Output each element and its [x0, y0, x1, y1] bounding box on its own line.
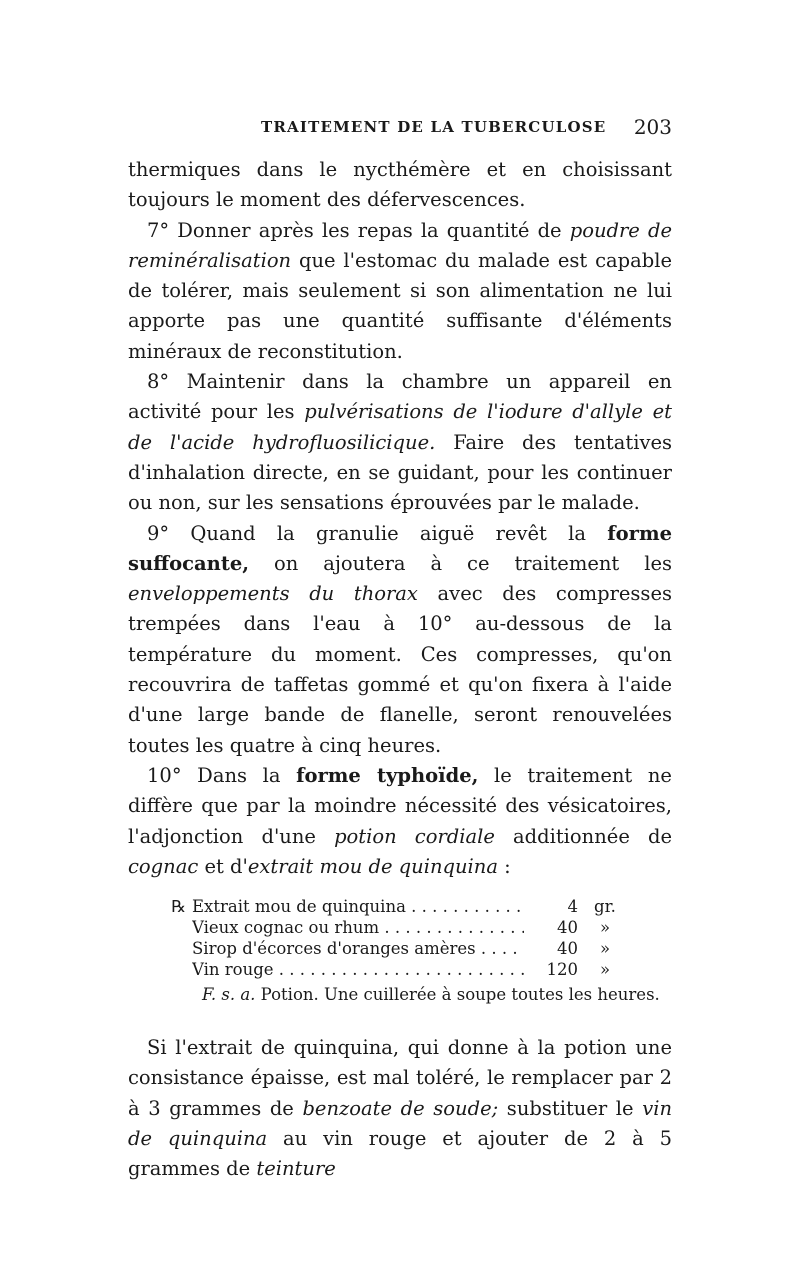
paragraph-text: Si l'extrait de quinquina, qui donne à la potion une consistance épaisse, est mal toléré, le remplacer par 2 à 3 grammes de [128, 1036, 672, 1120]
paragraph-text: additionnée de [494, 824, 672, 848]
ingredient-unit: » [599, 918, 611, 938]
italic-term: cognac [128, 854, 199, 878]
ingredient-name: Sirop d'écorces d'oranges amères . . . [192, 938, 524, 959]
ingredient-quantity: 40 [557, 939, 578, 959]
paragraph-item-9 [128, 519, 672, 761]
ingredient-quantity: 40 [557, 918, 578, 938]
paragraph-text: thermiques dans le nycthémère et en choisissant toujours le moment des défervescences. [128, 158, 672, 212]
paragraph-text: : [497, 854, 511, 878]
italic-term: enveloppements du thorax [128, 582, 418, 606]
page-body [128, 155, 672, 1185]
prescription-row [128, 938, 672, 959]
ingredient-quantity: 120 [546, 960, 578, 980]
paragraph-item-8 [128, 367, 672, 518]
prescription-row [128, 896, 672, 917]
italic-term: vin de quinquina [128, 1096, 673, 1151]
paragraph-text: 10° Dans la [147, 763, 297, 787]
ingredient-quantity: 4 [567, 897, 578, 917]
prescription-block [128, 896, 672, 1005]
running-header [128, 115, 672, 148]
paragraph-text: le traitement ne diffère que par la moindre nécessité des vésicatoires, l'adjonction d'une [128, 763, 672, 848]
prescription-row [128, 959, 672, 980]
page-number: 203 [633, 115, 672, 139]
italic-term: extrait mou de quinquina [247, 854, 498, 878]
italic-term: benzoate de soude; [302, 1096, 499, 1120]
italic-term: pulvérisations de l'iodure d'allyle et de l'acide hydrofluosilicique. [128, 400, 673, 454]
prescription-row [128, 917, 672, 938]
ingredient-name: Vieux cognac ou rhum . . . [192, 917, 524, 938]
ingredient-name: Extrait mou de quinquina . . . [192, 896, 524, 917]
italic-term: potion cordiale [334, 824, 495, 848]
prescription-note-text: Potion. Une cuillerée à soupe toutes les heures. [255, 985, 660, 1005]
prescription-abbreviation: F. s. a. [202, 985, 256, 1005]
italic-term: teinture [256, 1157, 336, 1181]
paragraph-text: on ajoutera à ce traitement les [249, 551, 672, 575]
italic-term: poudre de reminéralisation [128, 218, 672, 272]
bold-term: forme suffocante, [128, 521, 672, 575]
paragraph-text: substituer le [498, 1096, 643, 1120]
ingredient-unit: gr. [594, 897, 616, 917]
paragraph-text: 7° Donner après les repas la quantité de [147, 218, 570, 242]
paragraph-text: au vin rouge et ajouter de 2 à 5 grammes de [128, 1127, 672, 1181]
prescription-instructions [128, 984, 672, 1005]
recipe-symbol: ℞ [171, 897, 186, 917]
paragraph-text: avec des compresses trempées dans l'eau à 10° au-dessous de la température du moment. Ces compresses, qu'on recouvrira de taffetas gommé et qu'on fixera à l'aide d'une large bande de flanelle, seront renouvelées toutes les quatre à cinq heures. [128, 582, 672, 757]
ingredient-unit: » [599, 939, 611, 959]
bold-term: forme typhoïde, [296, 763, 479, 787]
paragraph-item-7 [128, 216, 672, 367]
ingredient-name: Vin rouge . . . [192, 959, 524, 980]
ingredient-unit: » [599, 960, 611, 980]
paragraph-continuation [128, 155, 672, 216]
paragraph-text: 8° Maintenir dans la chambre un appareil en activité pour les [128, 370, 672, 424]
paragraph-text: 9° Quand la granulie aiguë revêt la [147, 521, 608, 545]
paragraph-final [128, 1033, 672, 1184]
paragraph-text: et d' [198, 854, 248, 878]
running-title: TRAITEMENT DE LA TUBERCULOSE [261, 118, 607, 136]
paragraph-text: que l'estomac du malade est capable de tolérer, mais seulement si son alimentation ne lui apporte pas une quantité suffisante d'éléments minéraux de reconstitution. [128, 248, 672, 363]
paragraph-item-10 [128, 761, 672, 882]
paragraph-text: Faire des tentatives d'inhalation directe, en se guidant, pour les continuer ou non, sur les sensations éprouvées par le malade. [128, 430, 673, 515]
